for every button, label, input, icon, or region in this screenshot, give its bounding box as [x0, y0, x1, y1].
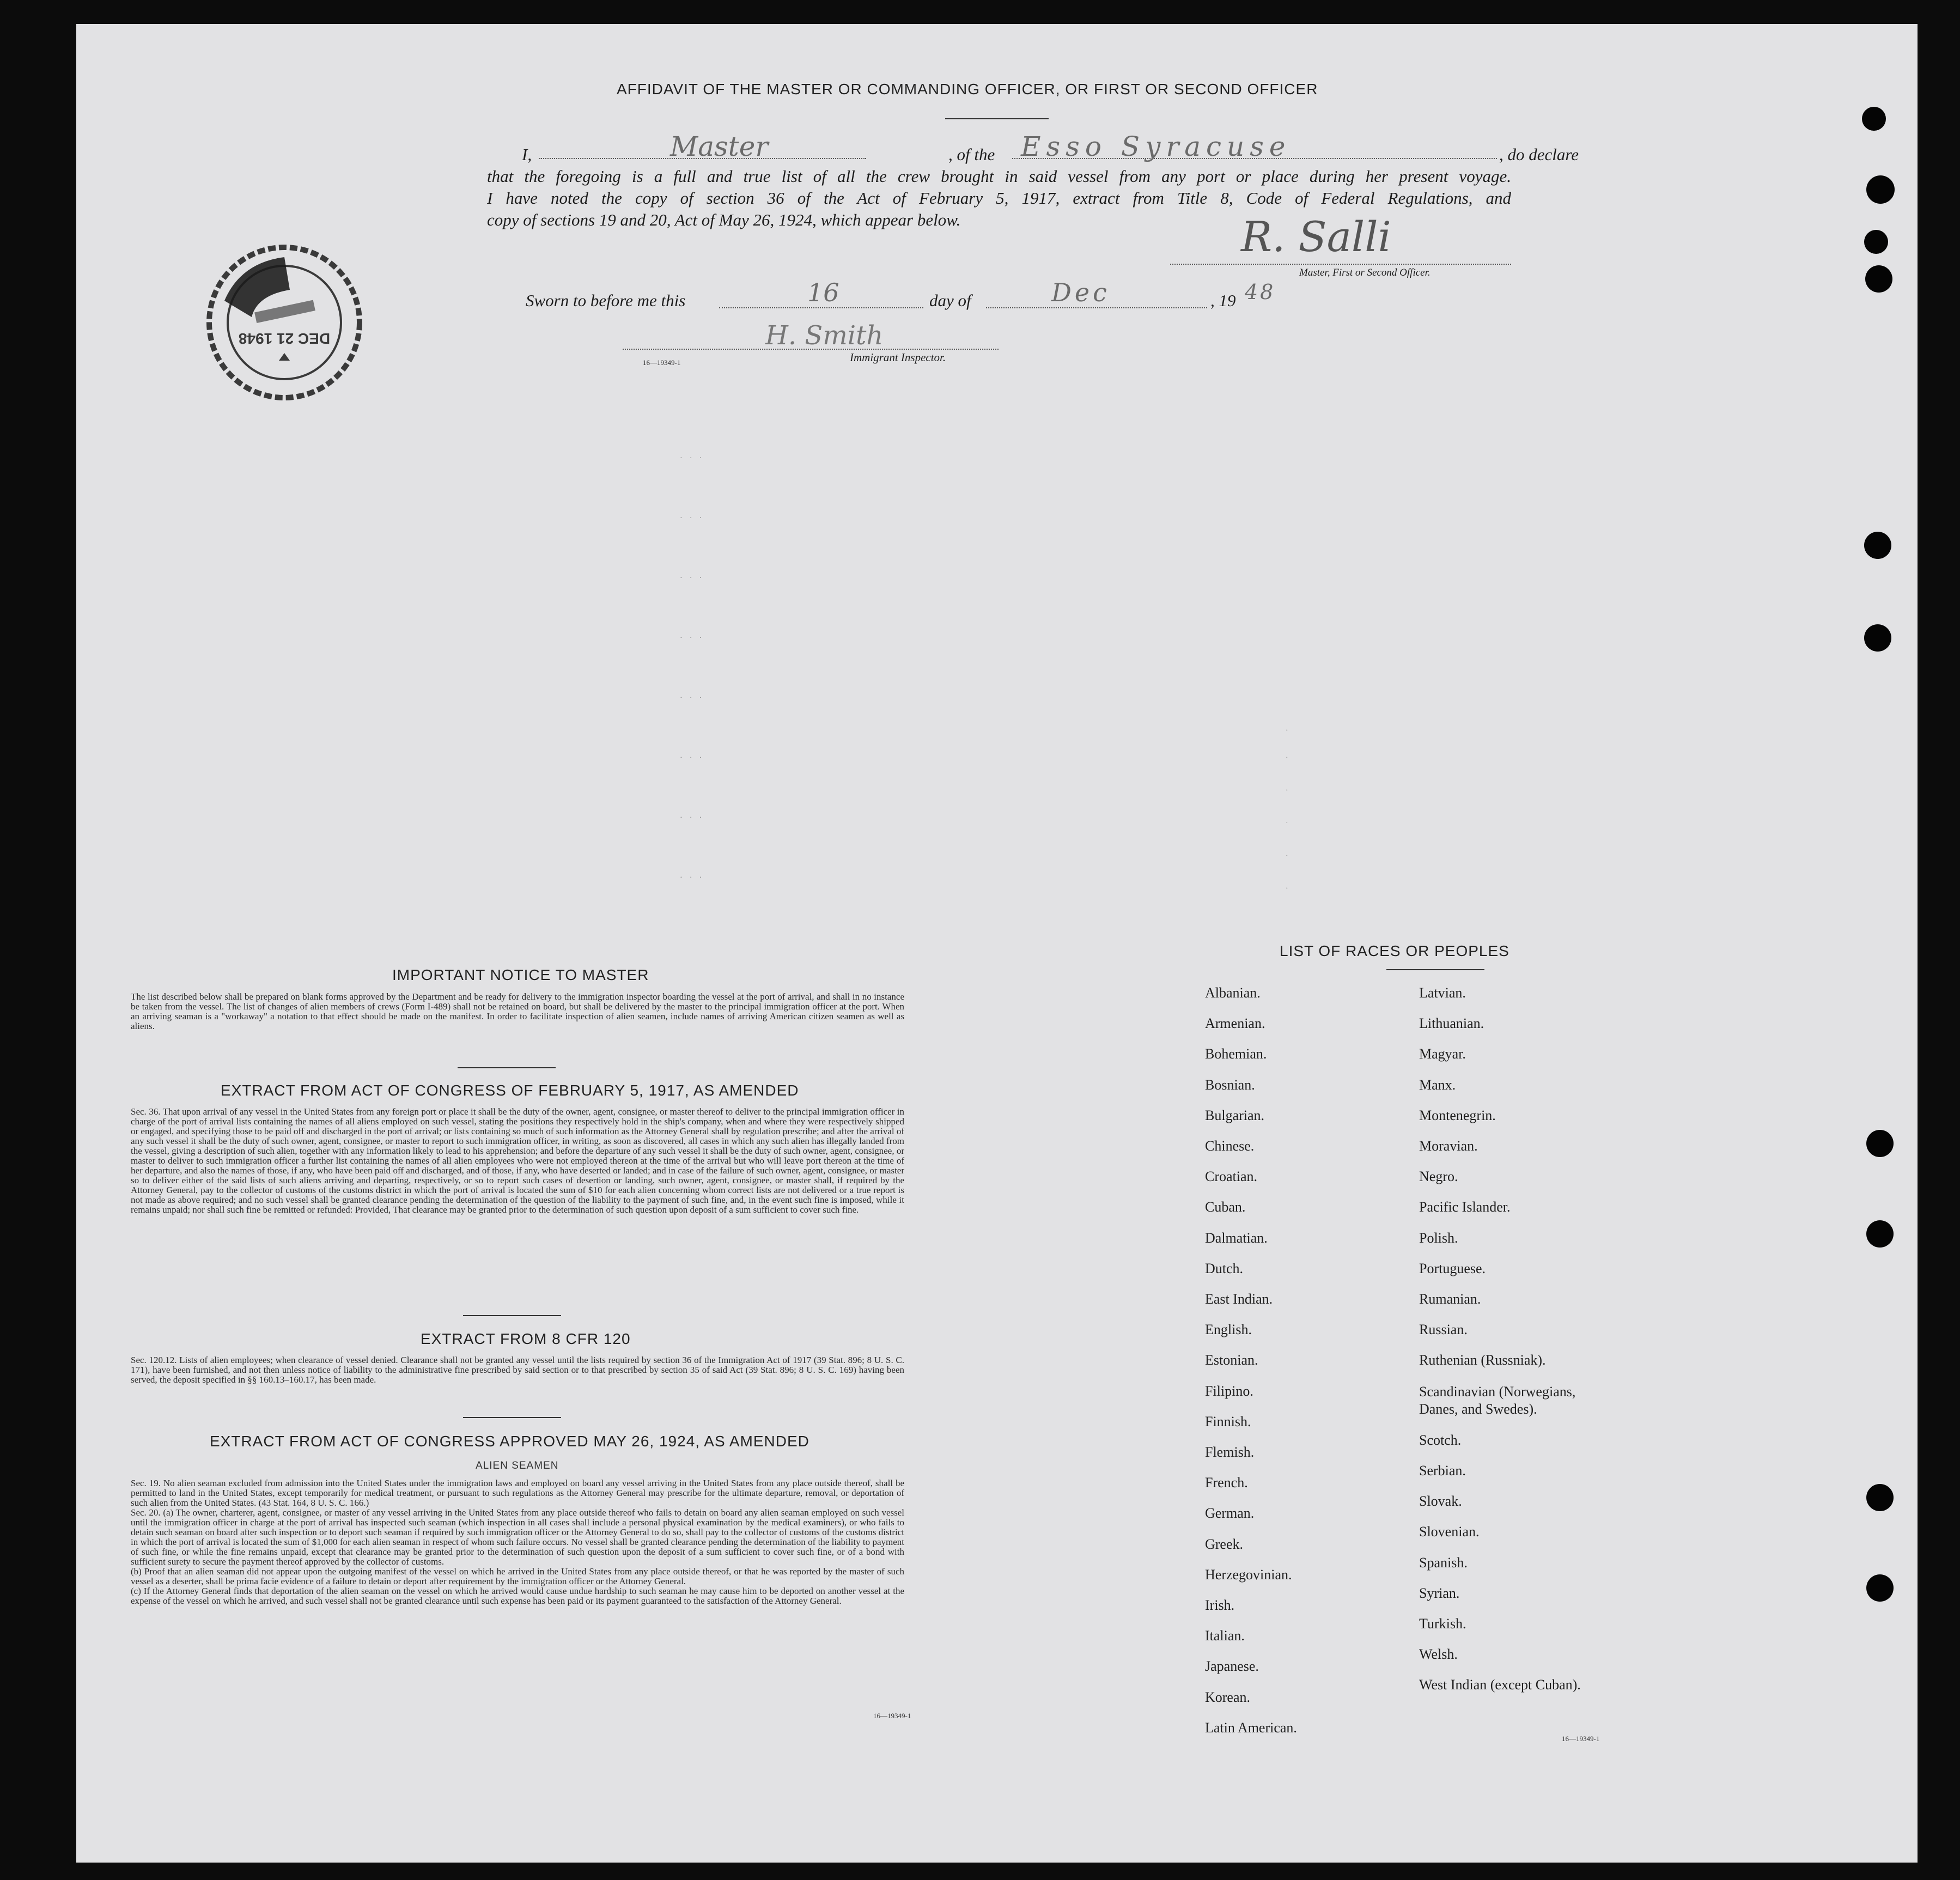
binder-hole	[1864, 532, 1891, 559]
races-form-number: 16—19349-1	[1562, 1735, 1600, 1743]
races-title: LIST OF RACES OR PEOPLES	[1280, 942, 1509, 959]
binder-hole	[1866, 1484, 1894, 1511]
race-item: East Indian.	[1205, 1291, 1273, 1307]
race-item: Latvian.	[1419, 985, 1466, 1001]
extract-1917-title: EXTRACT FROM ACT OF CONGRESS OF FEBRUARY 5, 1917, AS AMENDED	[221, 1082, 799, 1099]
race-item: Scandinavian (Norwegians, Danes, and Swedes).	[1419, 1383, 1576, 1417]
do-declare-label: , do declare	[1499, 145, 1579, 164]
race-item: Japanese.	[1205, 1658, 1259, 1675]
race-item: Dutch.	[1205, 1260, 1244, 1276]
master-name-handwriting: Master	[670, 131, 769, 162]
race-item: Flemish.	[1205, 1444, 1255, 1460]
inspector-signature: H. Smith	[765, 320, 884, 351]
sworn-month-line	[986, 307, 1207, 308]
sworn-day-line	[719, 307, 923, 308]
column-tick: · · ·	[680, 754, 705, 762]
race-item: Portuguese.	[1419, 1260, 1486, 1276]
column-tick: ·	[1286, 787, 1292, 795]
race-item: Ruthenian (Russniak).	[1419, 1352, 1546, 1368]
binder-hole	[1865, 265, 1892, 293]
affidavit-line-3: I have noted the copy of section 36 of the Act of February 5, 1917, extract from Title 8, Code of Federal Regulations, and	[487, 188, 1511, 208]
notice-title: IMPORTANT NOTICE TO MASTER	[392, 966, 649, 983]
rule-1	[458, 1067, 556, 1068]
affidavit-form-number: 16—19349-1	[643, 358, 681, 367]
column-tick: ·	[1286, 727, 1292, 735]
binder-hole	[1866, 1220, 1894, 1248]
race-item: Turkish.	[1419, 1616, 1466, 1632]
sworn-month-handwriting: Dec	[1051, 278, 1110, 307]
race-item: West Indian (except Cuban).	[1419, 1677, 1581, 1693]
race-item: Finnish.	[1205, 1413, 1251, 1429]
rule-2	[463, 1315, 561, 1316]
race-item: Korean.	[1205, 1689, 1251, 1705]
race-item: Albanian.	[1205, 985, 1261, 1001]
race-item: Magyar.	[1419, 1046, 1466, 1062]
extract-1924-para-3: (b) Proof that an alien seaman did not appear upon the outgoing manifest of the vessel on which he arrived in the United States from any place outside thereof, or that he was reported by the master of such vessel as a deserter, shall be prima facie evidence of a failure to detain or deport after requirement by the immigration officer or the Attorney General.	[131, 1566, 904, 1586]
race-item: Bohemian.	[1205, 1046, 1267, 1062]
race-item: Latin American.	[1205, 1719, 1297, 1736]
affidavit-title: AFFIDAVIT OF THE MASTER OR COMMANDING OFFICER, OR FIRST OR SECOND OFFICER	[617, 81, 1318, 98]
binder-hole	[1864, 624, 1891, 652]
race-item: Spanish.	[1419, 1554, 1468, 1571]
title-rule	[945, 118, 1049, 119]
race-item: Bosnian.	[1205, 1076, 1255, 1093]
column-tick: ·	[1286, 819, 1292, 828]
race-item: Rumanian.	[1419, 1291, 1481, 1307]
stamp-date: DEC 21 1948	[238, 330, 331, 347]
rule-3	[463, 1417, 561, 1418]
race-item: Polish.	[1419, 1230, 1458, 1246]
master-signature: R. Salli	[1241, 212, 1391, 261]
race-item: Estonian.	[1205, 1352, 1258, 1368]
race-item: Bulgarian.	[1205, 1107, 1265, 1123]
column-tick: ·	[1286, 754, 1292, 762]
race-item: Italian.	[1205, 1628, 1245, 1644]
column-tick: · · ·	[680, 454, 705, 463]
race-item: Russian.	[1419, 1322, 1468, 1338]
extract-form-number: 16—19349-1	[873, 1712, 911, 1720]
affidavit-line-4: copy of sections 19 and 20, Act of May 26, 1924, which appear below.	[487, 210, 961, 229]
column-tick: · · ·	[680, 634, 705, 642]
master-caption: Master, First or Second Officer.	[1299, 267, 1431, 278]
extract-cfr-body: Sec. 120.12. Lists of alien employees; when clearance of vessel denied. Clearance shall not be granted any vessel until the lists required by section 36 of the Immigration Act of 1917 (39 Stat. 896; 8 U. S. C. 171), have been furnished, and not then unless notice of liability to the administrative fine prescribed by said section or to that prescribed by section 35 of said Act (39 Stat. 896; 8 U. S. C. 169) having been served, the deposit specified in §§ 160.13–160.17, has been made.	[131, 1355, 904, 1385]
binder-hole	[1866, 1574, 1894, 1602]
master-signature-line	[1170, 264, 1511, 265]
column-tick: · · ·	[680, 514, 705, 522]
race-item: Pacific Islander.	[1419, 1199, 1511, 1215]
affidavit-line-2: that the foregoing is a full and true list of all the crew brought in said vessel from any port or place during her present voyage.	[487, 167, 1511, 186]
race-item: Scotch.	[1419, 1432, 1462, 1448]
race-item: Chinese.	[1205, 1138, 1255, 1154]
column-tick: · · ·	[680, 694, 705, 702]
extract-1917-body: Sec. 36. That upon arrival of any vessel in the United States from any foreign port or place it shall be the duty of the owner, agent, consignee, or master thereof to deliver to the principal immigration officer in charge of the port of arrival lists containing the names of all aliens employed on such vessel, stating the positions they respectively hold in the ship's company, when and where they were respectively shipped or engaged, and specifying those to be paid off and discharged in the port of arrival; or lists containing so much of such information as the Attorney General shall by regulation prescribe; and after the arrival of any such vessel it shall be the duty of such owner, agent, consignee, or master to report to such immigration officer, in writing, as soon as discovered, all cases in which any such alien has illegally landed from the vessel, giving a description of such alien, together with any information likely to lead to his apprehension; and before the departure of any such vessel it shall be the duty of such owner, agent, consignee, or master to deliver to such immigration officer a further list containing the names of all alien employees who were not employed thereon at the time of the arrival but who will leave port thereon at the time of her departure, and also the names of those, if any, who have been paid off and discharged, and of those, if any, who have deserted or landed; and in case of the failure of such owner, agent, consignee, or master so to deliver either of the said lists of such aliens arriving and departing, respectively, or so to report such cases of desertion or landing, such owner, agent, consignee, or master shall, if required by the Attorney General, pay to the collector of customs of the customs district in which the port of arrival is located the sum of $10 for each alien concerning whom correct lists are not delivered or a true report is not made as above required; and no such vessel shall be granted clearance pending the determination of the question of the liability to the payment of such fine, and, in the event such fine is imposed, while it remains unpaid; nor shall such fine be remitted or refunded: Provided, That clearance may be granted prior to the determination of such question upon deposit of a sum sufficient to cover such fine.	[131, 1106, 904, 1215]
binder-hole	[1866, 1130, 1894, 1157]
sworn-year-handwriting: 48	[1245, 280, 1276, 304]
extract-1924-para-2: Sec. 20. (a) The owner, charterer, agent, consignee, or master of any vessel arriving in the United States from any place outside thereof who fails to detain on board any alien seaman employed on such vessel until the immigration officer in charge at the port of arrival has inspected such seaman (which inspection in all cases shall include a personal physical examination by the medical examiners), or who fails to detain such seaman on board after such inspection or to deport such seaman if required by such immigration officer or the Attorney General to do so, shall pay to the collector of customs of the customs district in which the port of arrival is located the sum of $1,000 for each alien seaman in respect of whom such failure occurs. No vessel shall be granted clearance pending the determination of the liability to payment of such fine, or while the fine remains unpaid, except that clearance may be granted prior to the determination of such question upon the deposit of a sum sufficient to cover such fine, or of a bond with sufficient surety to secure the payment thereof approved by the collector of customs.	[131, 1507, 904, 1567]
races-rule	[1386, 969, 1484, 970]
binder-hole	[1862, 107, 1886, 131]
extract-1924-para-4: (c) If the Attorney General finds that deportation of the alien seaman on the vessel on which he arrived would cause undue hardship to such seaman he may cause him to be deported on another vessel at the expense of the vessel on which he arrived, and such vessel shall not be granted clearance until such expense has been paid or its payment guaranteed to the satisfaction of the Attorney General.	[131, 1586, 904, 1606]
race-item: Cuban.	[1205, 1199, 1246, 1215]
race-item: Lithuanian.	[1419, 1015, 1484, 1032]
extract-1924-title: EXTRACT FROM ACT OF CONGRESS APPROVED MAY 26, 1924, AS AMENDED	[210, 1433, 809, 1450]
extract-cfr-title: EXTRACT FROM 8 CFR 120	[421, 1330, 631, 1347]
vessel-name-handwriting: Esso Syracuse	[1021, 131, 1291, 162]
extract-1924-para-1: Sec. 19. No alien seaman excluded from admission into the United States under the immigration laws and employed on board any vessel arriving in the United States from any place outside thereof, shall be permitted to land in the United States, except temporarily for medical treatment, or pursuant to such regulations as the Attorney General may prescribe for the ultimate departure, removal, or deportation of such alien from the United States. (43 Stat. 164, 8 U. S. C. 166.)	[131, 1478, 904, 1508]
race-item: Manx.	[1419, 1076, 1456, 1093]
i-label: I,	[522, 145, 532, 164]
race-item: German.	[1205, 1505, 1255, 1522]
binder-hole	[1864, 230, 1888, 254]
race-item: French.	[1205, 1475, 1248, 1491]
inspector-signature-line	[623, 349, 999, 350]
of-the-label: , of the	[948, 145, 995, 164]
binder-hole	[1866, 175, 1895, 204]
column-tick: · · ·	[680, 574, 705, 582]
column-tick: · · ·	[680, 874, 705, 882]
column-tick: ·	[1286, 852, 1292, 860]
race-item: Montenegrin.	[1419, 1107, 1496, 1123]
race-item: English.	[1205, 1322, 1252, 1338]
extract-1924-subtitle: ALIEN SEAMEN	[476, 1460, 559, 1471]
day-of-label: day of	[929, 291, 971, 310]
race-item: Armenian.	[1205, 1015, 1265, 1032]
extract-1924-body	[131, 1479, 904, 1606]
year-prefix: , 19	[1210, 291, 1236, 310]
race-item: Syrian.	[1419, 1585, 1460, 1601]
race-item: Irish.	[1205, 1597, 1235, 1613]
column-tick: · · ·	[680, 814, 705, 822]
race-item: Croatian.	[1205, 1169, 1258, 1185]
race-item: Slovak.	[1419, 1493, 1462, 1510]
race-item: Filipino.	[1205, 1383, 1253, 1399]
sworn-label: Sworn to before me this	[526, 291, 686, 310]
race-item: Greek.	[1205, 1536, 1244, 1552]
race-item: Slovenian.	[1419, 1524, 1480, 1540]
race-item: Dalmatian.	[1205, 1230, 1268, 1246]
inspector-caption: Immigrant Inspector.	[850, 351, 946, 364]
document-page	[76, 24, 1918, 1863]
sworn-day-handwriting: 16	[807, 278, 839, 307]
race-item: Serbian.	[1419, 1463, 1466, 1479]
inspection-stamp	[203, 241, 366, 404]
notice-body: The list described below shall be prepared on blank forms approved by the Department and be ready for delivery to the immigration inspector boarding the vessel at the port of arrival, and shall in no instance be taken from the vessel. The list of changes of alien members of crews (Form I-489) shall not be retained on board, but shall be delivered by the master to the principal immigration officer at the port. When an arriving seaman is a "workaway" a notation to that effect should be made on the manifest. In order to facilitate inspection of alien seamen, include names of arriving American citizen seamen as well as aliens.	[131, 991, 904, 1031]
race-item: Negro.	[1419, 1169, 1458, 1185]
column-tick: ·	[1286, 885, 1292, 893]
race-item: Welsh.	[1419, 1646, 1458, 1663]
race-item: Herzegovinian.	[1205, 1566, 1292, 1583]
race-item: Moravian.	[1419, 1138, 1478, 1154]
